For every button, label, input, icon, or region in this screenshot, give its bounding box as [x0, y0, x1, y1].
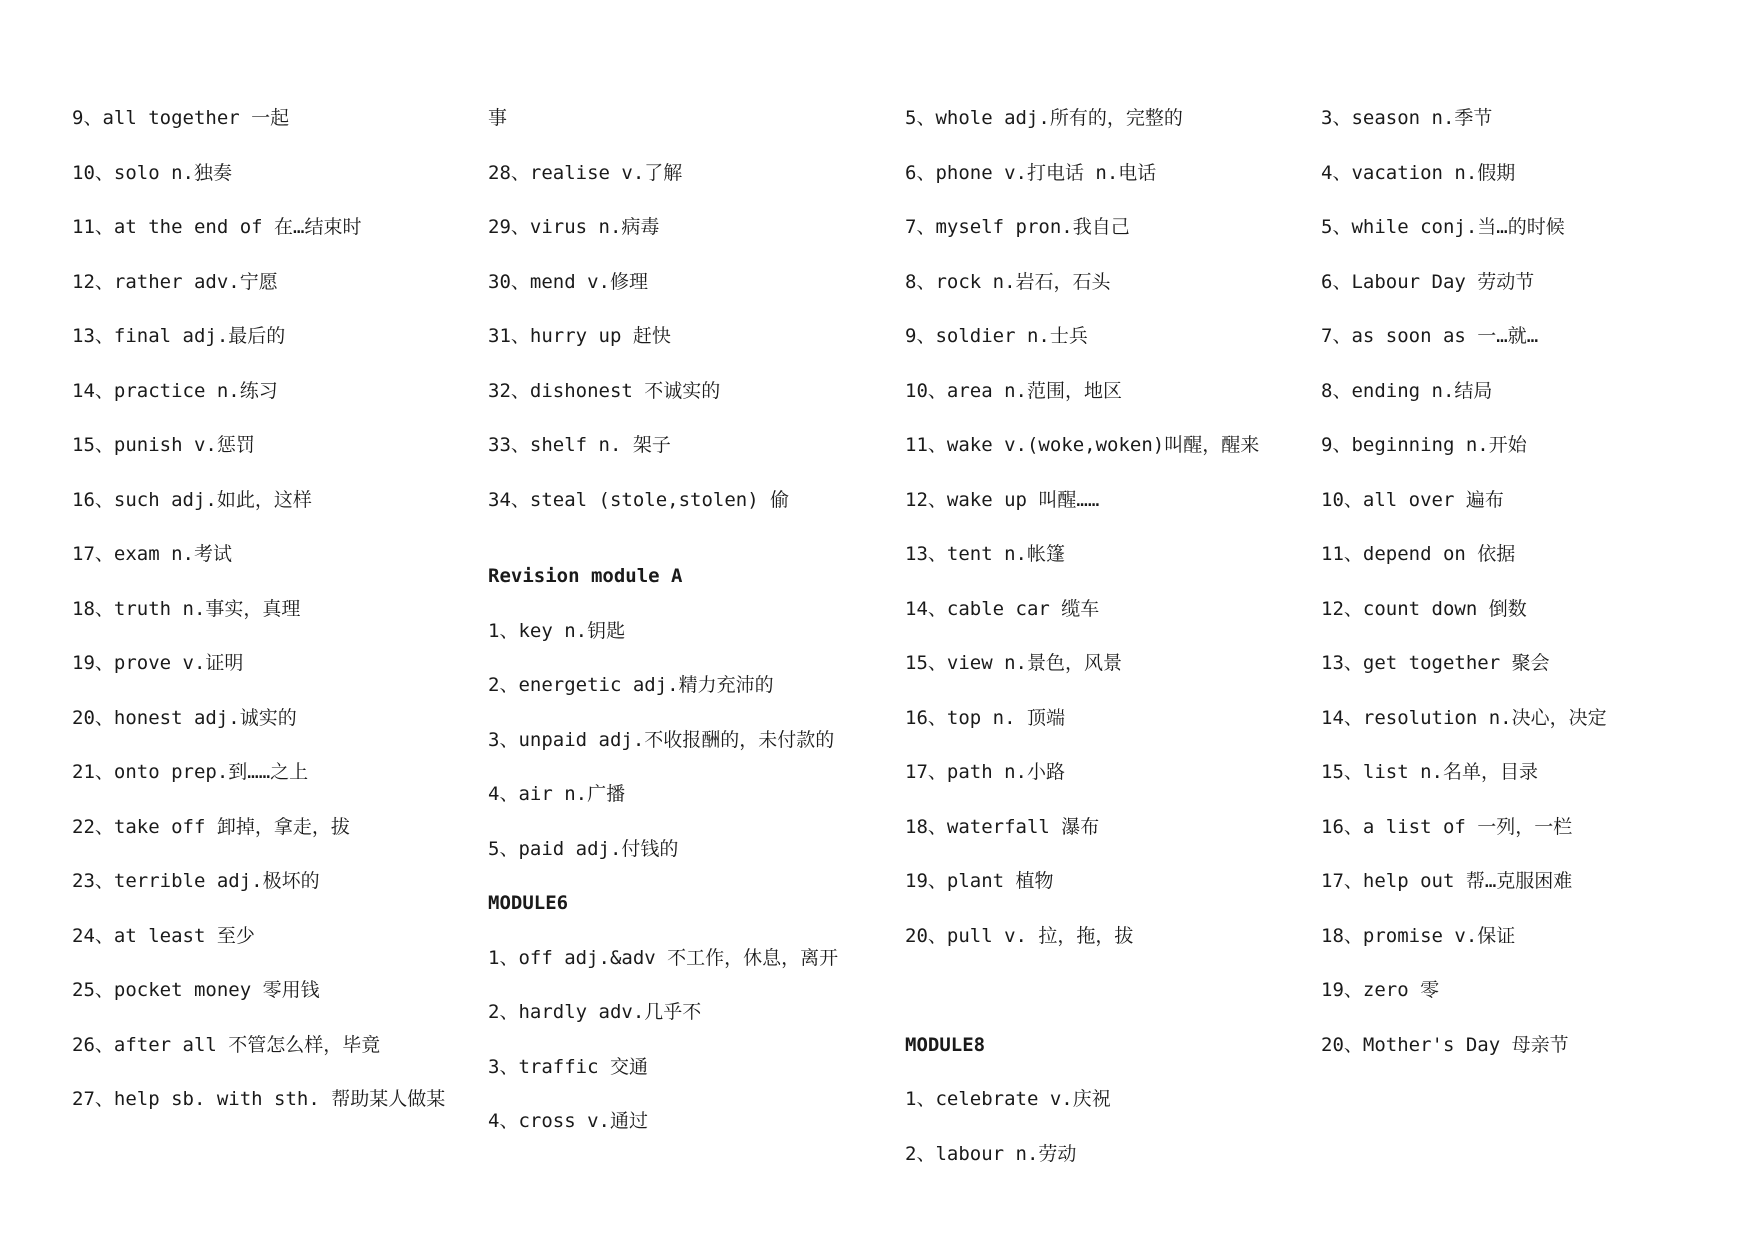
vocab-entry: 22、take off 卸掉，拿走，拔 [72, 815, 350, 838]
vocab-entry: 7、myself pron.我自己 [905, 216, 1130, 238]
vocab-entry: 17、help out 帮…克服困难 [1321, 870, 1573, 892]
column-1 [72, 97, 472, 1133]
vocab-entry: 8、rock n.岩石，石头 [905, 270, 1111, 293]
vocab-entry: 事 [488, 107, 508, 129]
vocab-entry: 4、vacation n.假期 [1321, 161, 1516, 184]
vocab-entry: 28、realise v.了解 [488, 161, 683, 184]
vocab-entry: 30、mend v.修理 [488, 270, 648, 293]
vocab-entry: 18、waterfall 瀑布 [905, 815, 1100, 838]
vocab-entry: 13、final adj.最后的 [72, 325, 286, 347]
vocab-entry: 11、at the end of 在…结束时 [72, 216, 362, 238]
vocab-entry: 18、promise v.保证 [1321, 924, 1516, 947]
vocab-entry: 29、virus n.病毒 [488, 216, 660, 238]
vocab-entry: 2、energetic adj.精力充沛的 [488, 674, 774, 696]
column-3 [905, 97, 1305, 1187]
vocab-entry: 13、tent n.帐篷 [905, 543, 1065, 565]
blank-line [905, 969, 1305, 1024]
vocab-entry: 20、honest adj.诚实的 [72, 706, 297, 729]
vocab-entry: 5、while conj.当…的时候 [1321, 216, 1565, 238]
vocab-entry: 7、as soon as 一…就… [1321, 325, 1539, 347]
vocab-entry: 11、wake v.(woke,woken)叫醒，醒来 [905, 434, 1260, 456]
vocab-entry: 21、onto prep.到……之上 [72, 761, 309, 783]
vocab-entry: 15、view n.景色，风景 [905, 652, 1122, 674]
vocab-entry: 10、solo n.独奏 [72, 161, 232, 184]
vocab-entry: 9、beginning n.开始 [1321, 434, 1527, 456]
vocab-entry: 3、traffic 交通 [488, 1055, 648, 1078]
vocab-entry: 9、all together 一起 [72, 107, 290, 129]
vocab-entry: 15、punish v.惩罚 [72, 434, 255, 456]
vocab-entry: 17、path n.小路 [905, 761, 1065, 783]
vocab-entry: 1、celebrate v.庆祝 [905, 1088, 1111, 1110]
vocab-entry: 19、zero 零 [1321, 979, 1440, 1001]
vocab-entry: 18、truth n.事实，真理 [72, 597, 301, 620]
vocab-entry: 26、after all 不管怎么样，毕竟 [72, 1033, 381, 1056]
vocab-entry: 1、key n.钥匙 [488, 619, 626, 642]
section-heading: MODULE8 [905, 1033, 986, 1056]
vocab-entry: 33、shelf n. 架子 [488, 434, 671, 456]
column-2 [488, 97, 888, 1155]
vocab-entry: 19、prove v.证明 [72, 652, 244, 674]
vocab-entry: 6、Labour Day 劳动节 [1321, 270, 1535, 293]
vocab-entry: 11、depend on 依据 [1321, 543, 1516, 565]
vocab-entry: 5、paid adj.付钱的 [488, 837, 679, 860]
vocab-entry: 25、pocket money 零用钱 [72, 979, 320, 1001]
vocab-entry: 20、pull v. 拉，拖，拔 [905, 924, 1134, 947]
vocab-entry: 20、Mother's Day 母亲节 [1321, 1033, 1569, 1056]
vocab-entry: 16、such adj.如此，这样 [72, 488, 312, 511]
vocab-entry: 17、exam n.考试 [72, 543, 232, 565]
vocab-entry: 3、season n.季节 [1321, 107, 1493, 129]
section-heading: MODULE6 [488, 892, 569, 914]
vocab-entry: 14、resolution n.决心，决定 [1321, 706, 1607, 729]
vocab-entry: 12、count down 倒数 [1321, 597, 1527, 620]
vocab-entry: 10、all over 遍布 [1321, 488, 1504, 511]
vocab-entry: 16、a list of 一列，一栏 [1321, 815, 1573, 838]
vocab-entry: 27、help sb. with sth. 帮助某人做某 [72, 1088, 446, 1110]
vocab-entry: 4、air n.广播 [488, 783, 626, 805]
vocab-entry: 8、ending n.结局 [1321, 379, 1493, 402]
vocab-entry: 3、unpaid adj.不收报酬的，未付款的 [488, 728, 835, 751]
vocab-entry: 1、off adj.&adv 不工作，休息，离开 [488, 946, 839, 969]
vocab-entry: 2、hardly adv.几乎不 [488, 1001, 702, 1023]
column-4 [1321, 97, 1721, 1078]
vocab-entry: 32、dishonest 不诚实的 [488, 379, 721, 402]
vocab-entry: 5、whole adj.所有的，完整的 [905, 107, 1183, 129]
vocab-entry: 23、terrible adj.极坏的 [72, 870, 320, 892]
vocab-entry: 16、top n. 顶端 [905, 706, 1065, 729]
vocab-entry: 6、phone v.打电话 n.电话 [905, 161, 1157, 184]
vocab-entry: 13、get together 聚会 [1321, 652, 1550, 674]
vocab-entry: 12、rather adv.宁愿 [72, 270, 278, 293]
blank-line [488, 533, 888, 555]
vocab-entry: 10、area n.范围，地区 [905, 379, 1122, 402]
vocab-entry: 2、labour n.劳动 [905, 1142, 1077, 1165]
section-heading: Revision module A [488, 565, 683, 587]
vocab-entry: 19、plant 植物 [905, 870, 1054, 892]
vocab-entry: 24、at least 至少 [72, 924, 255, 947]
vocab-entry: 14、practice n.练习 [72, 379, 278, 402]
vocab-entry: 31、hurry up 赶快 [488, 325, 671, 347]
vocab-entry: 15、list n.名单，目录 [1321, 761, 1538, 783]
vocab-entry: 14、cable car 缆车 [905, 597, 1100, 620]
vocab-entry: 9、soldier n.士兵 [905, 325, 1088, 347]
vocab-entry: 34、steal (stole,stolen) 偷 [488, 488, 790, 511]
vocab-entry: 4、cross v.通过 [488, 1110, 648, 1132]
vocab-entry: 12、wake up 叫醒…… [905, 488, 1100, 511]
